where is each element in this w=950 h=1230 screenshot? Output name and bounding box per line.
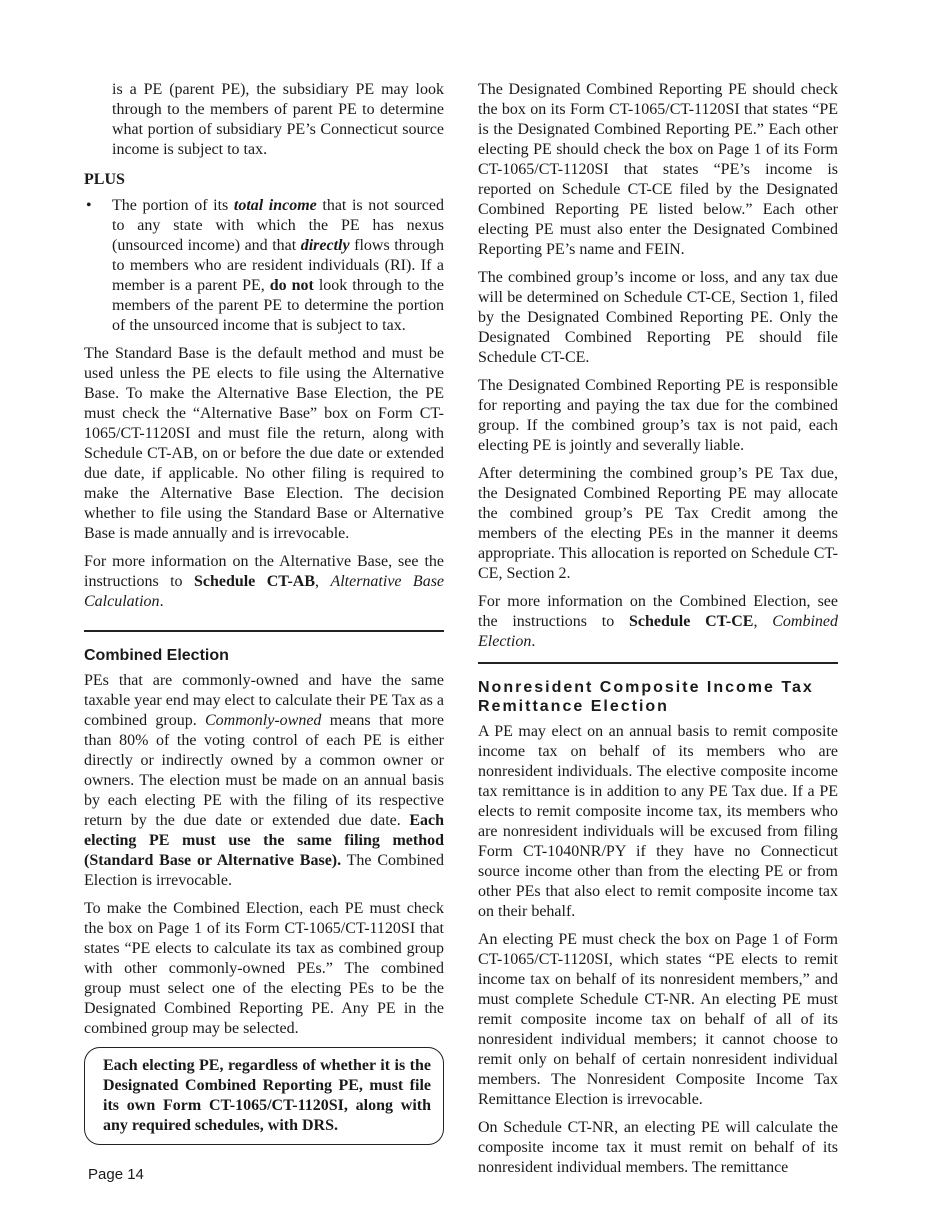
bullet-item-unsourced-income bbox=[84, 196, 444, 336]
page-number: Page 14 bbox=[88, 1166, 144, 1183]
right-column bbox=[478, 80, 838, 1186]
paragraph-designated-pe: The Designated Combined Reporting PE should check the box on its Form CT-1065/CT-1120SI that states “PE is the Designated Combined Reporting PE.” Each other electing PE should check the box on Page 1 of its Form CT-1065/CT-1120SI that states “PE’s income is reported on Schedule CT-CE filed by the Designated Combined Reporting PE listed below.” Each other electing PE must also enter the Designated Combined Reporting PE’s name and FEIN. bbox=[478, 81, 838, 258]
bullet-text: The portion of its total income that is not sourced to any state with which the PE has nexus (unsourced income) and that directly flows through to members who are resident individuals (RI). If a member is a parent PE, do not look through to the members of the parent PE to determine the portion of the unsourced income that is subject to tax. bbox=[112, 197, 444, 334]
section-divider bbox=[84, 630, 444, 632]
heading-combined-election: Combined Election bbox=[84, 647, 229, 664]
plus-label: PLUS bbox=[84, 171, 125, 188]
callout-box: Each electing PE, regardless of whether it is the Designated Combined Reporting PE, must file its own Form CT-1065/CT-1120SI, along with any required schedules, with DRS. bbox=[84, 1047, 444, 1145]
paragraph-nonresident-2: An electing PE must check the box on Page 1 of Form CT-1065/CT-1120SI, which states “PE elects to remit income tax on behalf of its nonresident members,” and must complete Schedule CT-NR. An electing PE must remit composite income tax on behalf of all of its nonresident individual members; it cannot choose to remit only on behalf of certain nonresident individual members. The Nonresident Composite Income Tax Remittance Election is irrevocable. bbox=[478, 931, 838, 1108]
paragraph-combined-election-1: PEs that are commonly-owned and have the same taxable year end may elect to calculate their PE Tax as a combined group. Commonly-owned means that more than 80% of the voting control of each PE is either directly or indirectly owned by a common owner or owners. The election must be made on an annual basis by each electing PE with the filing of its respective return by the due date or extended due date. Each electing PE must use the same filing method (Standard Base or Alternative Base). The Combined Election is irrevocable. bbox=[84, 672, 444, 889]
left-column bbox=[84, 80, 444, 1145]
paragraph-standard-base: The Standard Base is the default method and must be used unless the PE elects to file using the Alternative Base. To make the Alternative Base Election, the PE must check the “Alternative Base” box on Form CT-1065/CT-1120SI and must file the return, along with Schedule CT-AB, on or before the due date or extended due date, if applicable. No other filing is required to make the Alternative Base Election. The decision whether to file using the Standard Base or Alternative Base is made annually and is irrevocable. bbox=[84, 345, 444, 542]
heading-nonresident-composite: Nonresident Composite Income Tax Remittance Election bbox=[478, 679, 814, 715]
paragraph-group-income: The combined group’s income or loss, and any tax due will be determined on Schedule CT-CE, Section 1, filed by the Designated Combined Reporting PE. Only the Designated Combined Reporting PE should file Schedule CT-CE. bbox=[478, 269, 838, 366]
section-divider bbox=[478, 662, 838, 664]
paragraph-responsible: The Designated Combined Reporting PE is responsible for reporting and paying the tax due for the combined group. If the combined group’s tax is not paid, each electing PE is jointly and severally liable. bbox=[478, 377, 838, 454]
paragraph-combined-election-info: For more information on the Combined Election, see the instructions to Schedule CT-CE, Combined Election. bbox=[478, 593, 838, 650]
paragraph-lookthrough: is a PE (parent PE), the subsidiary PE may look through to the members of parent PE to determine what portion of subsidiary PE’s Connecticut source income is subject to tax. bbox=[112, 81, 444, 158]
paragraph-nonresident-3: On Schedule CT-NR, an electing PE will calculate the composite income tax it must remit on behalf of its nonresident individual members. The remittance bbox=[478, 1119, 838, 1176]
paragraph-nonresident-1: A PE may elect on an annual basis to remit composite income tax on behalf of its members who are nonresident individuals. The elective composite income tax remittance is in addition to any PE Tax due. If a PE elects to remit composite income tax, its members who are nonresident individuals will be excused from filing Form CT-1040NR/PY if they have no Connecticut source income other than from the electing PE or from other PEs that also elect to remit composite income tax on their behalf. bbox=[478, 723, 838, 920]
bullet-icon: • bbox=[86, 197, 92, 214]
paragraph-allocation: After determining the combined group’s PE Tax due, the Designated Combined Reporting PE may allocate the combined group’s PE Tax Credit among the members of the electing PEs in the manner it deems appropriate. This allocation is reported on Schedule CT-CE, Section 2. bbox=[478, 465, 838, 582]
paragraph-alternative-base-info: For more information on the Alternative Base, see the instructions to Schedule CT-AB, Alternative Base Calculation. bbox=[84, 553, 445, 610]
paragraph-combined-election-2: To make the Combined Election, each PE must check the box on Page 1 of its Form CT-1065/CT-1120SI that states “PE elects to calculate its tax as combined group with other commonly-owned PEs.” The combined group must select one of the electing PEs to be the Designated Combined Reporting PE. Any PE in the combined group may be selected. bbox=[84, 900, 444, 1037]
